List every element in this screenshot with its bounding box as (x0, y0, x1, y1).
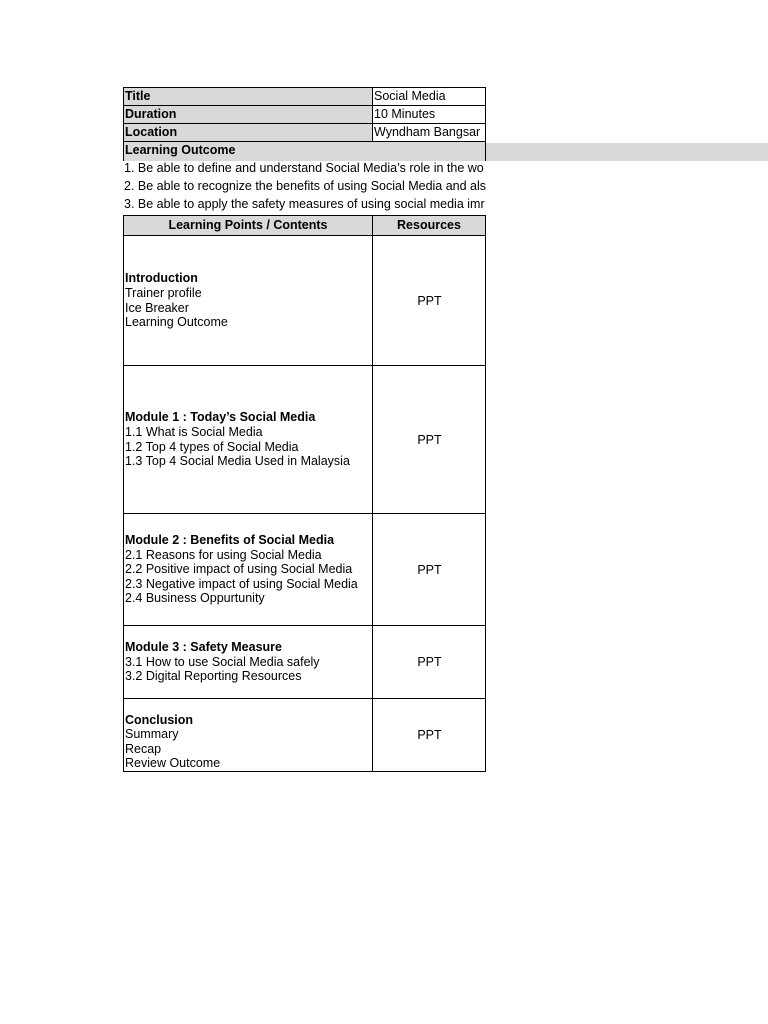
row-line: Summary (125, 727, 179, 742)
row-line: 3.1 How to use Social Media safely (125, 654, 320, 669)
row-line: 2.1 Reasons for using Social Media (125, 547, 322, 562)
learning-outcome-item-3: 3. Be able to apply the safety measures of using social media imr (124, 197, 485, 211)
row-title: Module 3 : Safety Measure (125, 640, 282, 655)
row-line: 1.2 Top 4 types of Social Media (125, 439, 299, 454)
row-line: Ice Breaker (125, 300, 189, 315)
row-resource: PPT (372, 513, 486, 626)
learning-outcome-item-2: 2. Be able to recognize the benefits of using Social Media and als (124, 179, 486, 193)
row-line: Review Outcome (125, 756, 221, 771)
location-label: Location (123, 123, 373, 142)
table-row-module-2 (123, 513, 373, 626)
row-line: Recap (125, 741, 162, 756)
row-line: Trainer profile (125, 285, 202, 300)
title-label: Title (123, 87, 373, 106)
duration-value: 10 Minutes (372, 105, 486, 124)
learning-outcome-item-1: 1. Be able to define and understand Social Media’s role in the wo (124, 161, 484, 175)
row-title: Conclusion (125, 712, 194, 727)
location-value: Wyndham Bangsar (372, 123, 486, 142)
row-line: 2.3 Negative impact of using Social Media (125, 576, 358, 591)
row-line: 3.2 Digital Reporting Resources (125, 669, 302, 684)
row-title: Module 1 : Today’s Social Media (125, 410, 316, 425)
table-row-module-3 (123, 625, 373, 699)
table-row-module-1 (123, 365, 373, 514)
column-header-contents: Learning Points / Contents (123, 215, 373, 236)
duration-label: Duration (123, 105, 373, 124)
row-resource: PPT (372, 365, 486, 514)
column-header-resources: Resources (372, 215, 486, 236)
row-line: 2.4 Business Oppurtunity (125, 591, 265, 606)
title-value: Social Media (372, 87, 486, 106)
row-line: 1.3 Top 4 Social Media Used in Malaysia (125, 454, 350, 469)
row-resource: PPT (372, 625, 486, 699)
row-title: Introduction (125, 271, 198, 286)
learning-outcome-heading: Learning Outcome (123, 141, 486, 161)
table-row-introduction (123, 235, 373, 366)
row-line: 2.2 Positive impact of using Social Media (125, 562, 353, 577)
table-row-conclusion (123, 698, 373, 772)
row-title: Module 2 : Benefits of Social Media (125, 533, 335, 548)
row-resource: PPT (372, 235, 486, 366)
row-line: 1.1 What is Social Media (125, 424, 263, 439)
learning-outcome-band (486, 143, 768, 161)
row-resource: PPT (372, 698, 486, 772)
row-line: Learning Outcome (125, 315, 228, 330)
